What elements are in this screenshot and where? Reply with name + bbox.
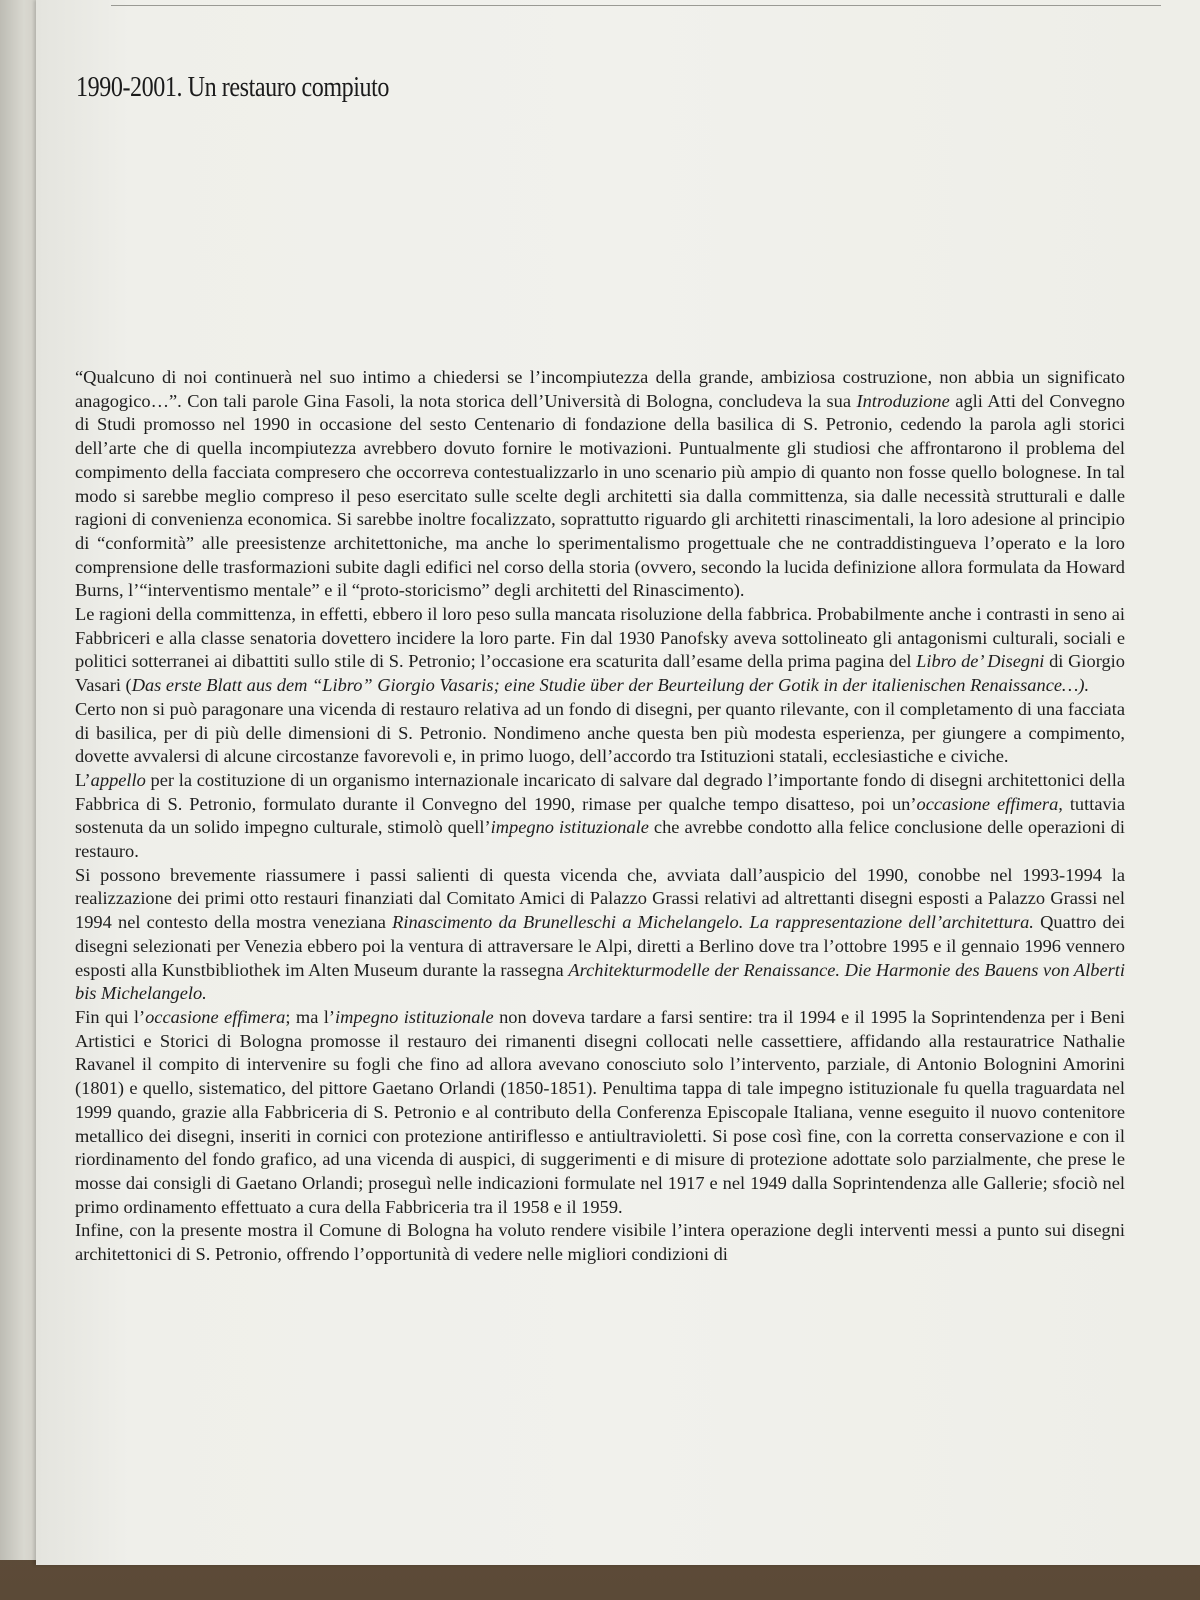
text-run: Fin qui l’ [75,1006,146,1027]
facing-page-edge [0,0,40,1560]
text-run: Quattro dei disegni selezionati per Venezia ebbero poi la ventura di attraversare le Alpi, diretti a Berlino dove tra l’ottobre 1995 e il gennaio 1996 vennero esposti alla Kunstbibliothek im Alten Museum durante la rassegna [75,912,1125,980]
text-run: Infine, con la presente mostra il Comune di Bologna ha voluto rendere visibile l’intera operazione degli interventi messi a punto sui disegni architettonici di S. Petronio, offrendo l’opportunità di vedere nelle migliori condizioni di [75,1220,1125,1265]
italic-run: appello [90,769,146,790]
italic-run: impegno istituzionale [335,1006,494,1027]
text-run: “Qualcuno di noi continuerà nel suo intimo a chiedersi se l’incompiutezza della grande, ambiziosa costruzione, non abbia un significato anagogico…”. Con tali parole Gina Fasoli, la nota storica dell’Università di Bologna, concludeva la sua [75,367,1125,411]
italic-run: Libro de’ Disegni [916,651,1045,672]
text-run: Certo non si può paragonare una vicenda di restauro relativa ad un fondo di disegni, per quanto rilevante, con il completamento di una facciata di basilica, per di più delle dimensioni di S. Petronio. Nondimeno anche questa ben più modesta esperienza, per giungere a compimento, dovette avvalersi di alcune circostanze favorevoli e, in primo luogo, dell’accordo tra Istituzioni statali, ecclesiastiche e civiche. [75,698,1125,767]
top-rule [111,5,1161,6]
text-run: Si possono brevemente riassumere i passi salienti di questa vicenda che, avviata dall’auspicio del 1990, conobbe nel 1993-1994 la realizzazione dei primi otto restauri finanziati dal Comitato Amici di Palazzo Grassi relativi ad altrettanti disegni esposti a Palazzo Grassi nel 1994 nel contesto della mostra veneziana [75,864,1125,933]
italic-run: occasione effimera, [916,793,1063,814]
text-run: L’ [75,769,91,790]
italic-run: impegno istituzionale [490,817,649,838]
paragraph [75,864,1125,1006]
text-run: tuttavia sostenuta da un solido impegno culturale, stimolò quell’ [75,793,1125,838]
italic-run: Introduzione [856,390,950,411]
paragraph [75,769,1125,864]
italic-run: Architekturmodelle der Renaissance. Die Harmonie des Bauens von Alberti bis Michelangelo. [75,959,1125,1004]
paragraph [75,1219,1125,1266]
paragraph [75,698,1125,769]
chapter-heading: 1990-2001. Un restauro compiuto [76,72,390,103]
text-run: Le ragioni della committenza, in effetti, ebbero il loro peso sulla mancata risoluzione della fabbrica. Probabilmente anche i contrasti in seno ai Fabbriceri e alla classe senatoria dovettero incidere la loro parte. Fin dal 1930 Panofsky aveva sottolineato gli antagonismi culturali, sociali e politici sotterranei ai dibattiti sullo stile di S. Petronio; l’occasione era scaturita dall’esame della prima pagina del [75,604,1125,672]
italic-run: Das erste Blatt aus dem “Libro” Giorgio Vasaris; eine Studie über der Beurteilung der Gotik in der italienischen Renaissance…). [131,675,1090,696]
paragraph [75,366,1125,603]
text-run: per la costituzione di un organismo internazionale incaricato di salvare dal degrado l’importante fondo di disegni architettonici della Fabbrica di S. Petronio, formulato durante il Convegno del 1990, rimase per qualche tempo disatteso, poi un’ [75,769,1125,814]
italic-run: occasione effimera [145,1006,286,1027]
text-run: di Giorgio Vasari ( [75,651,1125,696]
italic-run: Rinascimento da Brunelleschi a Michelangelo. La rappresentazione dell’architettura. [392,912,1034,933]
text-run: non doveva tardare a farsi sentire: tra il 1994 e il 1995 la Soprintendenza per i Beni Artistici e Storici di Bologna promosse il restauro dei rimanenti disegni collocati nelle cassettiere, affidando alla restauratrice Nathalie Ravanel il compito di intervenire su fogli che fino ad allora avevano conosciuto solo l’intervento, parziale, di Antonio Bolognini Amorini (1801) e quello, sistematico, del pittore Gaetano Orlandi (1850-1851). Penultima tappa di tale impegno istituzionale fu quella traguardata nel 1999 quando, grazie alla Fabbriceria di S. Petronio e al contributo della Conferenza Episcopale Italiana, venne eseguito il nuovo contenitore metallico dei disegni, inseriti in cornici con protezione antiriflesso e antiultravioletti. Si pose così fine, con la corretta conservazione e con il riordinamento del fondo grafico, ad una vicenda di auspici, di suggerimenti e di misure di protezione adottate solo parzialmente, che prese le mosse dai consigli di Gaetano Orlandi; proseguì nelle indicazioni formulate nel 1917 e nel 1949 dalla Soprintendenza alle Gallerie; sfociò nel primo ordinamento effettuato a cura della Fabbriceria tra il 1958 e il 1959. [75,1006,1126,1217]
body-text [75,366,1125,1267]
paragraph [75,1006,1125,1219]
text-run: che avrebbe condotto alla felice conclusione delle operazioni di restauro. [75,817,1125,862]
text-run: ; ma l’ [285,1006,336,1027]
paragraph [75,603,1125,698]
text-run: agli Atti del Convegno di Studi promosso nel 1990 in occasione del sesto Centenario di fondazione della basilica di S. Petronio, cedendo la parola agli storici dell’arte che di quella incompiutezza avrebbero dovuto fornire le motivazioni. Puntualmente gli studiosi che affrontarono il problema del compimento della facciata compresero che occorreva contestualizzarlo in uno scenario più ampio di quanto non fosse quello bolognese. In tal modo si sarebbe meglio compreso il peso esercitato sulle scelte degli architetti sia dalla committenza, sia dalle necessità strutturali e dalle ragioni di convenienza economica. Si sarebbe inoltre focalizzato, soprattutto riguardo gli architetti rinascimentali, la loro adesione al principio di “conformità” alle preesistenze architettoniche, ma anche lo sperimentalismo progettuale che ne contraddistingueva l’operato e la loro comprensione delle trasformazioni subite dagli edifici nel corso della storia (ovvero, secondo la lucida definizione allora formulata da Howard Burns, l’“interventismo mentale” e il “proto-storicismo” degli architetti del Rinascimento). [75,390,1125,601]
